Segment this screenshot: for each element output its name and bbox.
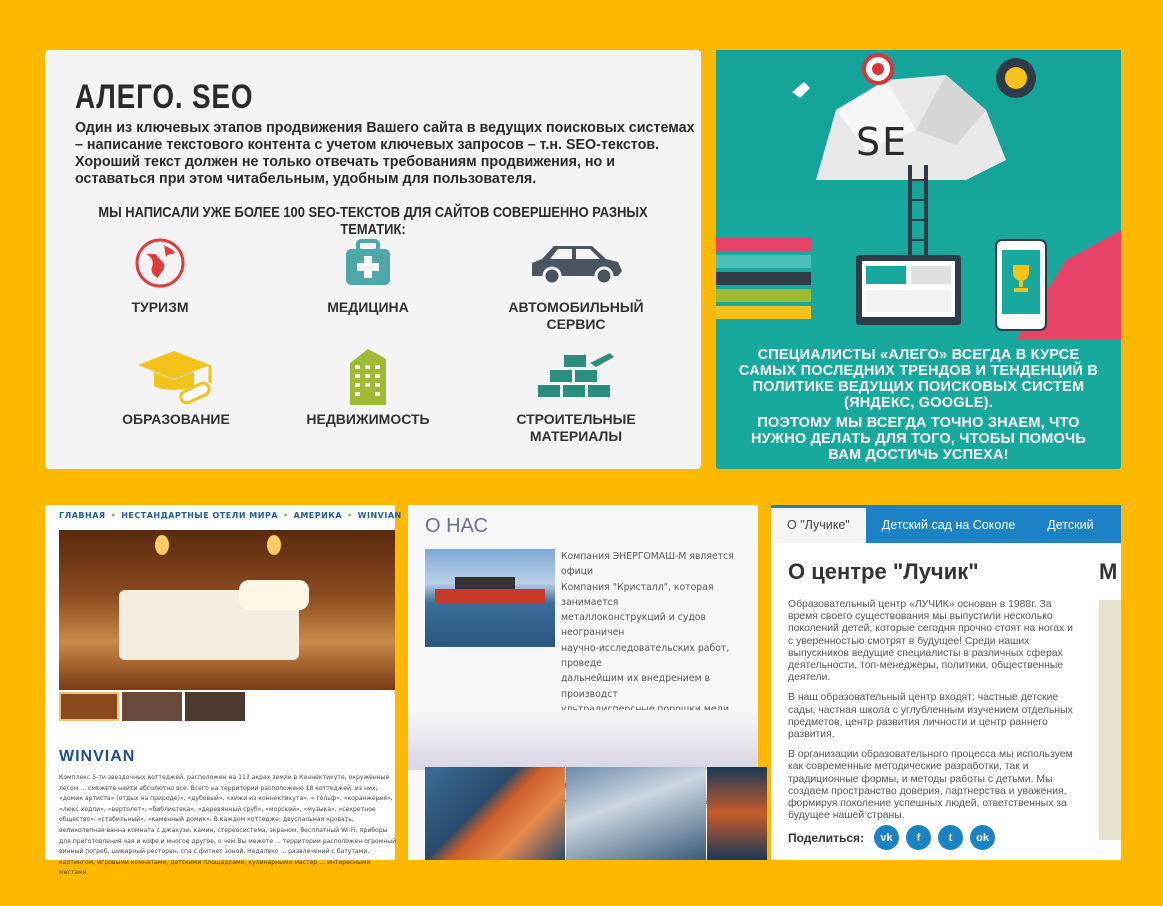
center-page-screenshot	[771, 505, 1121, 860]
seo-trends-card	[716, 50, 1121, 469]
graduation-cap-icon	[86, 345, 266, 405]
seo-subheading: МЫ НАПИСАЛИ УЖЕ БОЛЕЕ 100 SEO-ТЕКСТОВ ДЛЯ САЙТОВ СОВЕРШЕННО РАЗНЫХ ТЕМАТИК:	[98, 204, 648, 238]
ship-photo	[566, 767, 706, 860]
about-page-screenshot	[408, 505, 758, 860]
tab-kindergarten[interactable]: Детский сад на Соколе	[881, 518, 1016, 532]
hotel-photo	[59, 530, 395, 690]
hotel-page-screenshot	[45, 505, 402, 877]
breadcrumb-item[interactable]: ГЛАВНАЯ	[59, 511, 106, 520]
gallery-strip	[408, 710, 758, 770]
page-title: О центре "Лучик"	[788, 559, 979, 584]
hotel-thumbnail[interactable]	[122, 692, 182, 721]
hotel-thumbnail[interactable]	[185, 692, 245, 721]
vk-share-button[interactable]: vk	[874, 825, 899, 850]
globe-icon	[70, 233, 250, 293]
paragraph: В организации образовательного процесса мы используем как современные методические разработки, так и традиционные формы, и методы работы с детьми. Мы создаем пространство доверия, партнерства и уважения, формируя поколение успешных людей, ответственных за будущее нашей страны.	[788, 749, 1073, 822]
seo-title: АЛЕГО. SEO	[75, 78, 254, 116]
about-title: О НАС	[425, 515, 488, 537]
ship-photo	[707, 767, 767, 860]
topic-label: МЕДИЦИНА	[327, 299, 409, 315]
paragraph: В наш образовательный центр входят: частные детские сады, частная школа с углубленным изучением отдельных предметов, центр развития личности и центр раннего развития.	[788, 692, 1073, 741]
about-line: Компания ЭНЕРГОМАШ-М является офици	[561, 551, 734, 578]
about-line: научно-исследовательских работ, проведе	[561, 642, 730, 670]
tab-bar	[771, 505, 1121, 543]
tab-about-luchik[interactable]: О "Лучике"	[771, 505, 866, 543]
success-text: ПОЭТОМУ МЫ ВСЕГДА ТОЧНО ЗНАЕМ, ЧТО НУЖНО ДЕЛАТЬ ДЛЯ ТОГО, ЧТОБЫ ПОМОЧЬ ВАМ ДОСТИЧЬ УСПЕХА!	[751, 415, 1086, 463]
seo-intro: Один из ключевых этапов продвижения Вашего сайта в ведущих поисковых системах – написание текстового контента с учетом ключевых запросов – т.н. SEO-текстов. Хороший текст должен не только отвечать требованиям продвижения, но и оставаться при этом читабельным, удобным для пользователя.	[75, 120, 695, 187]
topic-label: НЕДВИЖИМОСТЬ	[306, 411, 430, 427]
ship-photo	[425, 767, 565, 860]
twitter-share-button[interactable]: t	[938, 825, 963, 850]
tab-kids[interactable]: Детский	[1047, 518, 1094, 532]
building-icon	[278, 345, 458, 405]
map-preview[interactable]	[1099, 600, 1121, 840]
odnoklassniki-share-button[interactable]: ok	[970, 825, 995, 850]
bricks-icon	[486, 345, 666, 405]
paragraph: Образовательный центр «ЛУЧИК» основан в 1988г. За время своего существования мы выпустили несколько поколений детей, которые сегодня прочно стоят на ногах и с уверенностью смотрят в будущее! Среди наших выпускников ведущие специалисты в различных сферах деятельности, топ-менеджеры, политики, общественные деятели.	[788, 599, 1073, 684]
about-line: Компания "Кристалл", которая занимается	[561, 581, 714, 608]
topic-building-materials	[486, 345, 666, 445]
share-bar	[788, 825, 1002, 850]
seo-card	[45, 50, 701, 469]
breadcrumb-item[interactable]: АМЕРИКА	[293, 511, 343, 520]
medkit-icon	[278, 233, 458, 293]
topic-tourism	[70, 233, 250, 316]
topic-label: ТУРИЗМ	[131, 299, 189, 315]
seo-illustration-label: SE	[856, 120, 909, 164]
breadcrumb-item[interactable]: НЕСТАНДАРТНЫЕ ОТЕЛИ МИРА	[121, 511, 279, 520]
hotel-description: Комплекс 5-ти звездочных коттеджей, расположен на 113 акрах земли в Коннектикуте, окруженные лесом ... сможете найти абсолютно все. Всего на территории расположено 18 коттеджей, из них: «домик артиста» (отдых на природе)», «дубовый», «хижи из коннектикута», « гольф», «коранжерея», «люкс хедли», «вертолет», «библиотека», «деревянный сруб», «морской», «музыка», «секретное общество», «стабильный», «каменный домик». В каждом коттедже: двуспальная кровать, великолепная ванна комната с джакузи, камин, стереосистема, экраном, бесплатный Wi-Fi, приборы для приготовления чая и кофе и многое другое, о чем Вы можете ... территории расположен огромный винный погреб, шикарный ресторан, спа с фитнес зоной. Недалеко ... развлечений с батутами, картингом, игровыми комнатами, детскими площадками, кулинарными мастер ... интересными местами.	[59, 774, 397, 877]
center-description	[788, 599, 1078, 830]
hotel-title: WINVIAN	[59, 748, 136, 765]
side-heading: М	[1099, 559, 1118, 584]
topic-label: ОБРАЗОВАНИЕ	[122, 411, 230, 427]
seo-illustration	[716, 50, 1121, 340]
topic-medicine	[278, 233, 458, 316]
facebook-share-button[interactable]: f	[906, 825, 931, 850]
trends-text: СПЕЦИАЛИСТЫ «АЛЕГО» ВСЕГДА В КУРСЕ САМЫХ ПОСЛЕДНИХ ТРЕНДОВ И ТЕНДЕНЦИЙ В ПОЛИТИКЕ ВЕДУЩИХ ПОИСКОВЫХ СИСТЕМ (ЯНДЕКС, GOOGLE).	[738, 347, 1099, 411]
topic-education	[86, 345, 266, 428]
car-icon	[486, 233, 666, 293]
topic-label: АВТОМОБИЛЬНЫЙ СЕРВИС	[508, 299, 644, 332]
share-label: Поделиться:	[788, 830, 865, 845]
topic-real-estate	[278, 345, 458, 428]
breadcrumb: ГЛАВНАЯ • НЕСТАНДАРТНЫЕ ОТЕЛИ МИРА • АМЕРИКА • WINVIAN	[59, 511, 402, 520]
breadcrumb-item[interactable]: WINVIAN	[357, 511, 402, 520]
hotel-thumbnail[interactable]	[59, 692, 119, 721]
about-line: дальнейшим их внедрением в производст	[561, 673, 711, 700]
topic-label: СТРОИТЕЛЬНЫЕ МАТЕРИАЛЫ	[516, 411, 636, 444]
topic-car-service	[486, 233, 666, 333]
about-line: металлоконструкций и судов неограничен	[561, 612, 706, 639]
